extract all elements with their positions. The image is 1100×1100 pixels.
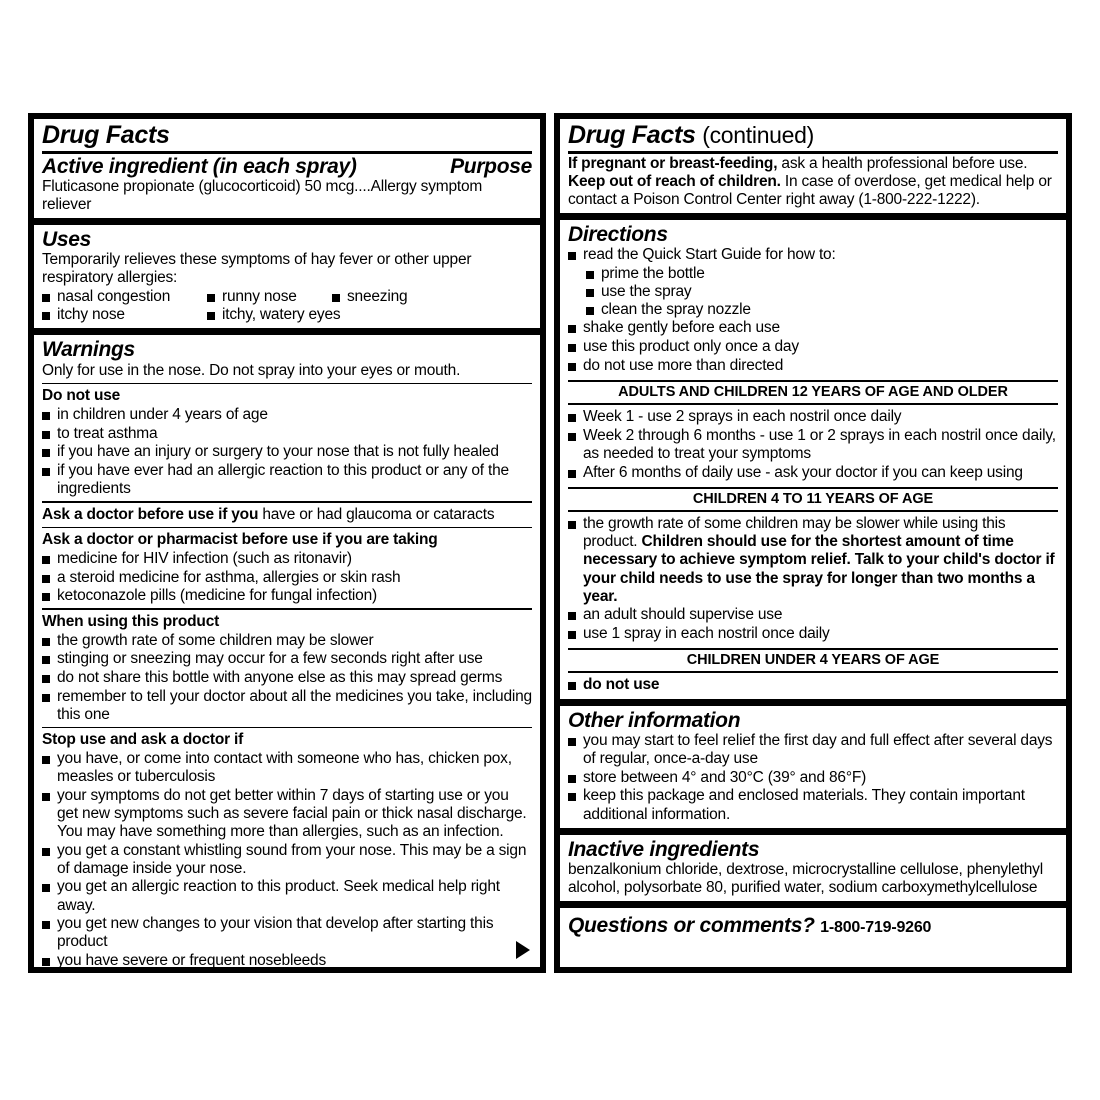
growth-rate-normal-text: the growth rate of some children may be slower while using this product. xyxy=(583,515,1006,551)
growth-rate-bold-text: Children should use for the shortest amount of time necessary to achieve symptom relief. Talk to your child's doctor if your child needs to use the spray for longer than two months a year. xyxy=(583,533,1055,605)
spacer xyxy=(560,944,1066,967)
list-item: your symptoms do not get better within 7 days of starting use or you get new symptoms such as severe facial pain or thick nasal discharge. You may have something more than allergies, such as an infection. xyxy=(42,787,532,841)
list-item: keep this package and enclosed materials. They contain important additional information. xyxy=(568,787,1058,823)
divider xyxy=(42,501,532,503)
drug-facts-label xyxy=(28,113,1072,973)
list-item: you have, or come into contact with someone who has, chicken pox, measles or tuberculosis xyxy=(42,750,532,786)
directions-heading: Directions xyxy=(568,222,668,246)
list-item: do not use xyxy=(568,676,1058,694)
ask-doctor-bold-lead: Ask a doctor before use if you xyxy=(42,505,259,523)
divider xyxy=(42,608,532,610)
list-item: clean the spray nozzle xyxy=(586,301,1058,319)
list-item: remember to tell your doctor about all the medicines you take, including this one xyxy=(42,688,532,724)
page-title: Drug Facts xyxy=(42,121,170,149)
continuation-arrow-icon xyxy=(516,941,530,959)
when-using-list xyxy=(42,632,532,724)
divider xyxy=(42,151,532,154)
section-divider xyxy=(560,901,1066,908)
list-item: if you have an injury or surgery to your nose that is not fully healed xyxy=(42,443,532,461)
section-inactive-ingredients xyxy=(560,835,1066,901)
pregnancy-rest: ask a health professional before use. xyxy=(777,154,1028,172)
uses-intro: Temporarily relieves these symptoms of hay fever or other upper respiratory allergies: xyxy=(42,250,472,287)
keep-out-bold-lead: Keep out of reach of children. xyxy=(568,172,781,190)
drug-facts-panel-right xyxy=(554,113,1072,973)
section-title-block xyxy=(34,119,540,218)
list-item: read the Quick Start Guide for how to: xyxy=(568,246,1058,264)
other-information-heading: Other information xyxy=(568,708,741,732)
divider xyxy=(568,671,1058,673)
pregnancy-warning xyxy=(568,155,1058,209)
list-item: medicine for HIV infection (such as ritonavir) xyxy=(42,550,532,568)
list-item: if you have ever had an allergic reaction to this product or any of the ingredients xyxy=(42,462,532,498)
uses-item: sneezing xyxy=(332,288,407,306)
list-item: After 6 months of daily use - ask your doctor if you can keep using xyxy=(568,464,1058,482)
list-item: store between 4° and 30°C (39° and 86°F) xyxy=(568,769,1058,787)
list-item: you have severe or frequent nosebleeds xyxy=(42,952,532,970)
do-not-use-heading: Do not use xyxy=(42,387,121,405)
list-item: do not share this bottle with anyone else as this may spread germs xyxy=(42,669,532,687)
list-item: Week 1 - use 2 sprays in each nostril once daily xyxy=(568,408,1058,426)
list-item: in children under 4 years of age xyxy=(42,406,532,424)
active-ingredient-text: Fluticasone propionate (glucocorticoid) 50 mcg....Allergy symptom reliever xyxy=(42,177,483,213)
ask-doctor-rest: have or had glaucoma or cataracts xyxy=(258,505,495,523)
purpose-heading: Purpose xyxy=(450,154,532,178)
warnings-heading: Warnings xyxy=(42,338,135,362)
dosage-children-4-11-list xyxy=(568,515,1058,643)
section-warnings xyxy=(34,335,540,974)
section-uses xyxy=(34,225,540,329)
section-divider xyxy=(34,218,540,225)
list-item: use 1 spray in each nostril once daily xyxy=(568,625,1058,643)
drug-facts-panel-left xyxy=(28,113,546,973)
list-item: an adult should supervise use xyxy=(568,606,1058,624)
inactive-ingredients-text: benzalkonium chloride, dextrose, microcrystalline cellulose, phenylethyl alcohol, polysorbate 80, purified water, sodium carboxymethylcellulose xyxy=(568,860,1043,896)
pregnancy-bold-lead: If pregnant or breast-feeding, xyxy=(568,154,778,172)
divider xyxy=(568,151,1058,154)
list-item: you get a constant whistling sound from your nose. This may be a sign of damage inside your nose. xyxy=(42,842,532,878)
ask-doctor-pharmacist-list xyxy=(42,550,532,605)
list-item: stinging or sneezing may occur for a few seconds right after use xyxy=(42,650,532,668)
other-information-list xyxy=(568,732,1058,824)
list-item: prime the bottle xyxy=(586,265,1058,283)
active-ingredient-heading: Active ingredient (in each spray) xyxy=(42,154,357,178)
dosage-group-header-children-under-4: CHILDREN UNDER 4 YEARS OF AGE xyxy=(686,652,940,668)
questions-heading: Questions or comments? xyxy=(568,914,815,938)
when-using-heading: When using this product xyxy=(42,612,220,630)
active-ingredient-heading-row xyxy=(42,155,532,178)
section-divider xyxy=(34,328,540,335)
inactive-ingredients-heading: Inactive ingredients xyxy=(568,837,760,861)
divider xyxy=(568,403,1058,405)
uses-item: runny nose xyxy=(207,288,332,306)
list-item: use the spray xyxy=(586,283,1058,301)
list-item: do not use more than directed xyxy=(568,357,1058,375)
do-not-use-list xyxy=(42,406,532,498)
ask-doctor-line xyxy=(42,506,532,524)
dosage-group-header-adults: ADULTS AND CHILDREN 12 YEARS OF AGE AND OLDER xyxy=(618,383,1008,400)
page-title-text: Drug Facts xyxy=(568,121,696,149)
uses-row xyxy=(42,288,532,306)
list-item: a steroid medicine for asthma, allergies or skin rash xyxy=(42,569,532,587)
stop-use-heading: Stop use and ask a doctor if xyxy=(42,731,244,749)
uses-item: itchy nose xyxy=(42,306,207,324)
directions-list xyxy=(568,246,1058,264)
directions-list-2 xyxy=(568,319,1058,374)
dosage-group-header-children-4-11: CHILDREN 4 TO 11 YEARS OF AGE xyxy=(692,490,934,507)
uses-heading: Uses xyxy=(42,227,92,251)
warnings-intro: Only for use in the nose. Do not spray into your eyes or mouth. xyxy=(42,361,461,379)
list-item: use this product only once a day xyxy=(568,338,1058,356)
list-item xyxy=(568,515,1058,606)
section-other-information xyxy=(560,706,1066,828)
dosage-children-under-4-list xyxy=(568,676,1058,694)
section-divider xyxy=(560,213,1066,220)
directions-sub-list xyxy=(586,265,1058,319)
list-item: Week 2 through 6 months - use 1 or 2 sprays in each nostril once daily, as needed to treat your symptoms xyxy=(568,427,1058,463)
divider xyxy=(42,727,532,729)
uses-row xyxy=(42,306,532,324)
section-questions xyxy=(560,908,1066,944)
questions-line xyxy=(568,913,1058,938)
stop-use-list xyxy=(42,750,532,970)
divider xyxy=(568,510,1058,512)
list-item: you may start to feel relief the first day and full effect after several days of regular, once-a-day use xyxy=(568,732,1058,768)
page-title-continued xyxy=(568,122,1058,149)
ask-doctor-pharmacist-heading: Ask a doctor or pharmacist before use if you are taking xyxy=(42,531,438,549)
list-item: shake gently before each use xyxy=(568,319,1058,337)
questions-phone: 1-800-719-9260 xyxy=(820,919,932,937)
section-continued-header xyxy=(560,119,1066,213)
list-item: you get new changes to your vision that develop after starting this product xyxy=(42,915,532,951)
keep-out-rest: In case of overdose, get medical help or contact a Poison Control Center right away (1-800-222-1222). xyxy=(568,172,1052,208)
section-divider xyxy=(560,699,1066,706)
divider xyxy=(42,527,532,529)
list-item: you get an allergic reaction to this product. Seek medical help right away. xyxy=(42,878,532,914)
list-item: ketoconazole pills (medicine for fungal infection) xyxy=(42,587,532,605)
list-item: to treat asthma xyxy=(42,425,532,443)
dosage-adults-list xyxy=(568,408,1058,482)
uses-item: itchy, watery eyes xyxy=(207,306,340,324)
divider xyxy=(42,383,532,385)
list-item: the growth rate of some children may be slower xyxy=(42,632,532,650)
section-divider xyxy=(560,828,1066,835)
page-title-suffix: (continued) xyxy=(702,122,815,148)
uses-symptom-grid xyxy=(42,288,532,324)
uses-item: nasal congestion xyxy=(42,288,207,306)
section-directions xyxy=(560,220,1066,699)
